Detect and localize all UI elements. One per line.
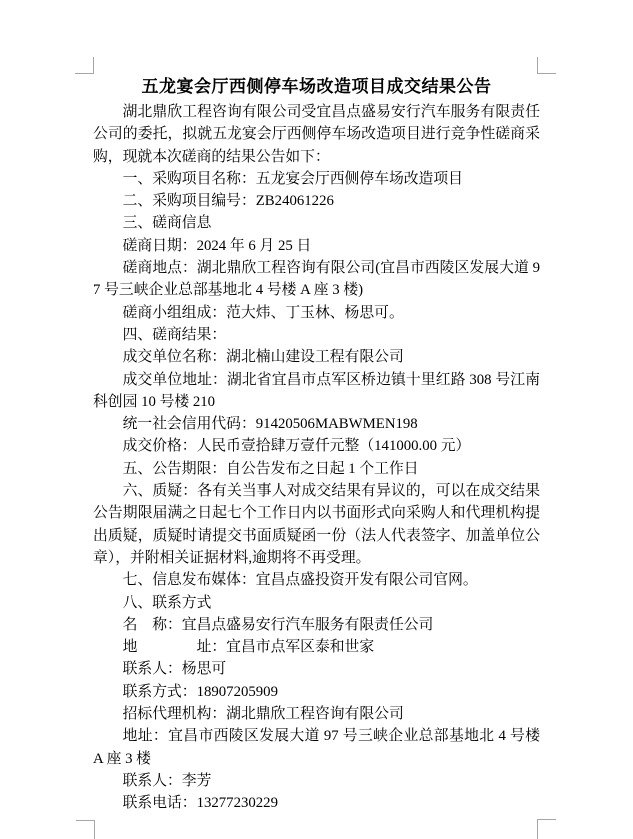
paragraph-list xyxy=(93,101,540,815)
text-boundary-mark-top-left xyxy=(75,57,94,74)
paragraph: 联系人：杨思可 xyxy=(122,661,227,678)
paragraph: 成交单位地址：湖北省宜昌市点军区桥边镇十里红路 308 号江南科创园 10 号楼 210 xyxy=(93,371,540,410)
paragraph: 联系人：李芳 xyxy=(122,772,212,789)
paragraph: 磋商日期：2024 年 6 月 25 日 xyxy=(122,237,312,254)
paragraph: 联系电话：13277230229 xyxy=(122,795,278,812)
paragraph: 地 址：宜昌市点军区泰和世家 xyxy=(122,639,375,656)
paragraph: 五、公告期限：自公告发布之日起 1 个工作日 xyxy=(122,460,419,477)
paragraph: 成交单位名称：湖北楠山建设工程有限公司 xyxy=(122,349,404,366)
text-boundary-mark-top-right xyxy=(537,57,556,74)
paragraph: 三、磋商信息 xyxy=(122,215,212,232)
text-boundary-mark-bottom-left xyxy=(76,820,95,839)
paragraph: 磋商地点：湖北鼎欣工程咨询有限公司(宜昌市西陵区发展大道 97 号三峡企业总部基地北 4 号楼 A 座 3 楼) xyxy=(93,260,540,299)
page-title: 五龙宴会厅西侧停车场改造项目成交结果公告 xyxy=(141,77,492,96)
paragraph: 六、质疑：各有关当事人对成交结果有异议的，可以在成交结果公告期限届满之日起七个工作日内以书面形式向采购人和代理机构提出质疑，质疑时请提交书面质疑函一份（法人代表签字、加盖单位公章），并附相关证据材料,逾期将不再受理。 xyxy=(93,483,540,566)
paragraph: 地址：宜昌市西陵区发展大道 97 号三峡企业总部基地北 4 号楼 A 座 3 楼 xyxy=(93,728,540,767)
paragraph: 名 称：宜昌点盛易安行汽车服务有限责任公司 xyxy=(122,616,434,633)
paragraph: 一、采购项目名称：五龙宴会厅西侧停车场改造项目 xyxy=(122,170,463,187)
paragraph: 磋商小组组成：范大炜、丁玉林、杨思可。 xyxy=(122,304,404,321)
paragraph: 八、联系方式 xyxy=(122,594,212,611)
paragraph: 湖北鼎欣工程咨询有限公司受宜昌点盛易安行汽车服务有限责任公司的委托，拟就五龙宴会厅西侧停车场改造项目进行竞争性磋商采购，现就本次磋商的结果公告如下： xyxy=(93,104,540,165)
text-boundary-mark-bottom-right xyxy=(537,819,556,839)
paragraph: 七、信息发布媒体：宜昌点盛投资开发有限公司官网。 xyxy=(122,572,478,589)
paragraph: 招标代理机构：湖北鼎欣工程咨询有限公司 xyxy=(122,706,404,723)
paragraph: 四、磋商结果： xyxy=(122,326,227,343)
paragraph: 统一社会信用代码：91420506MABWMEN198 xyxy=(122,416,418,433)
document-content xyxy=(93,73,540,815)
paragraph: 二、采购项目编号：ZB24061226 xyxy=(122,193,334,210)
paragraph: 成交价格：人民币壹拾肆万壹仟元整（141000.00 元） xyxy=(122,438,471,455)
paragraph: 联系方式：18907205909 xyxy=(122,683,278,700)
